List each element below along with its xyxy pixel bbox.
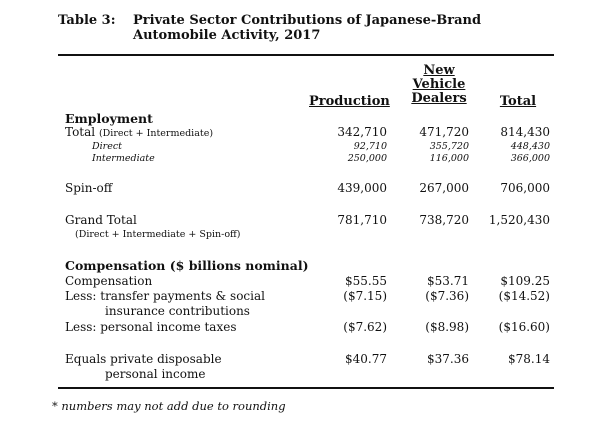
spinoff-production: 439,000 xyxy=(337,181,387,195)
employment-heading: Employment xyxy=(65,111,153,126)
table-title: Private Sector Contributions of Japanese-Brand Automobile Activity, 2017 xyxy=(133,13,482,43)
intermediate-dealers: 116,000 xyxy=(429,153,469,164)
transfer-label-line2: insurance contributions xyxy=(105,304,250,318)
total-production: 342,710 xyxy=(337,125,387,139)
direct-label: Direct xyxy=(92,141,122,152)
column-header-dealers-line3: Dealers xyxy=(411,91,467,106)
direct-total: 448,430 xyxy=(510,141,550,152)
taxes-total: ($16.60) xyxy=(498,320,550,334)
column-header-total: Total xyxy=(499,94,537,109)
transfer-production: ($7.15) xyxy=(343,289,387,303)
grand-total-production: 781,710 xyxy=(337,213,387,227)
column-header-dealers xyxy=(406,64,472,106)
compensation-total: $109.25 xyxy=(500,274,550,288)
total-dealers: 471,720 xyxy=(419,125,469,139)
column-header-dealers-line1: New xyxy=(423,63,455,78)
spinoff-label: Spin-off xyxy=(65,181,113,195)
footnote: * numbers may not add due to rounding xyxy=(52,399,286,413)
total-row-label xyxy=(65,125,213,139)
taxes-production: ($7.62) xyxy=(343,320,387,334)
intermediate-total: 366,000 xyxy=(510,153,550,164)
taxes-dealers: ($8.98) xyxy=(425,320,469,334)
compensation-heading: Compensation ($ billions nominal) xyxy=(65,258,309,273)
compensation-production: $55.55 xyxy=(345,274,387,288)
grand-total-total: 1,520,430 xyxy=(488,213,550,227)
column-header-dealers-line2: Vehicle xyxy=(412,77,466,92)
intermediate-label: Intermediate xyxy=(92,153,155,164)
transfer-total: ($14.52) xyxy=(498,289,550,303)
total-total: 814,430 xyxy=(500,125,550,139)
equals-production: $40.77 xyxy=(345,352,387,366)
equals-label-line1: Equals private disposable xyxy=(65,352,222,366)
table-label: Table 3: xyxy=(58,13,116,28)
grand-total-sublabel: (Direct + Intermediate + Spin-off) xyxy=(75,229,241,240)
equals-label-line2: personal income xyxy=(105,367,206,381)
spinoff-total: 706,000 xyxy=(500,181,550,195)
column-header-production: Production xyxy=(309,94,390,109)
top-rule xyxy=(58,54,554,56)
direct-production: 92,710 xyxy=(353,141,387,152)
spinoff-dealers: 267,000 xyxy=(419,181,469,195)
equals-dealers: $37.36 xyxy=(427,352,469,366)
compensation-label: Compensation xyxy=(65,274,153,288)
taxes-label: Less: personal income taxes xyxy=(65,320,237,334)
grand-total-label: Grand Total xyxy=(65,213,137,227)
compensation-dealers: $53.71 xyxy=(427,274,469,288)
bottom-rule xyxy=(58,387,554,389)
grand-total-dealers: 738,720 xyxy=(419,213,469,227)
direct-dealers: 355,720 xyxy=(429,141,469,152)
total-sublabel: (Direct + Intermediate) xyxy=(98,128,214,139)
equals-total: $78.14 xyxy=(508,352,550,366)
total-label: Total xyxy=(65,125,96,139)
intermediate-production: 250,000 xyxy=(347,153,387,164)
transfer-label-line1: Less: transfer payments & social xyxy=(65,289,265,303)
transfer-dealers: ($7.36) xyxy=(425,289,469,303)
